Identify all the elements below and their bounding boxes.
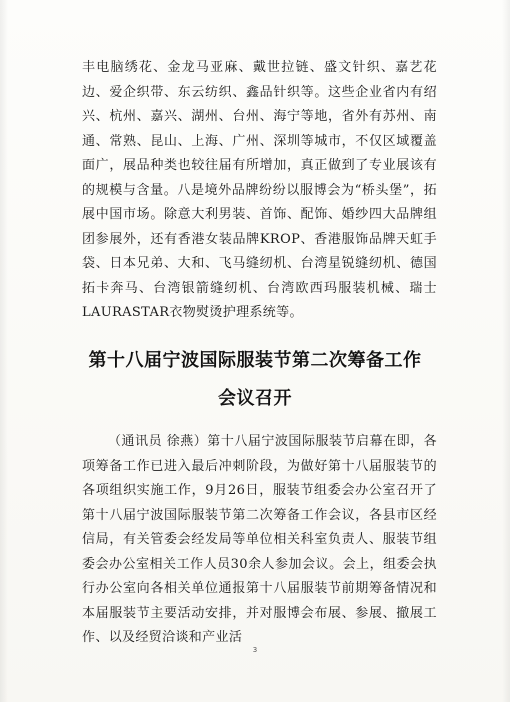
body-paragraph-1: 丰电脑绣花、金龙马亚麻、戴世拉链、盛文针织、嘉艺花边、爱企织带、东云纺织、鑫品针织等。这些企业省内有绍兴、杭州、嘉兴、湖州、台州、海宁等地，省外有苏州、南通、常熟、昆山、上海、广州、深圳等城市，不仅区域覆盖面广，展品种类也较往届有所增加，真正做到了专业展该有的规模与含量。八是境外品牌纷纷以服博会为“桥头堡”，拓展中国市场。除意大利男装、首饰、配饰、婚纱四大品牌组团参展外，还有香港女装品牌KROP、香港服饰品牌天虹手袋、日本兄弟、大和、飞马缝纫机、台湾星锐缝纫机、德国拓卡奔马、台湾银箭缝纫机、台湾欧西玛服装机械、瑞士LAURASTAR衣物熨烫护理系统等。 (82, 60, 437, 320)
page-edge-shadow-left (0, 0, 8, 702)
page-number: 3 (252, 646, 258, 654)
page-edge-shadow-right (502, 0, 510, 702)
article-title-line-1: 第十八届宁波国际服装节第二次筹备工作 (88, 350, 422, 371)
article-title-line-2: 会议召开 (218, 388, 292, 409)
body-paragraph-2: （通讯员 徐燕）第十八届宁波国际服装节启幕在即，各项筹备工作已进入最后冲刺阶段，为做好第十八届服装节的各项组织实施工作，9月26日，服装节组委会办公室召开了第十八届宁波国际服装节第二次筹备工作会议，各县市区经信局，有关管委会经发局等单位相关科室负责人、服装节组委会办公室相关工作人员30余人参加会议。会上，组委会执行办公室向各相关单位通报第十八届服装节前期筹备情况和本届服装节主要活动安排，并对服博会布展、参展、撤展工作、以及经贸洽谈和产业活 (82, 434, 437, 645)
